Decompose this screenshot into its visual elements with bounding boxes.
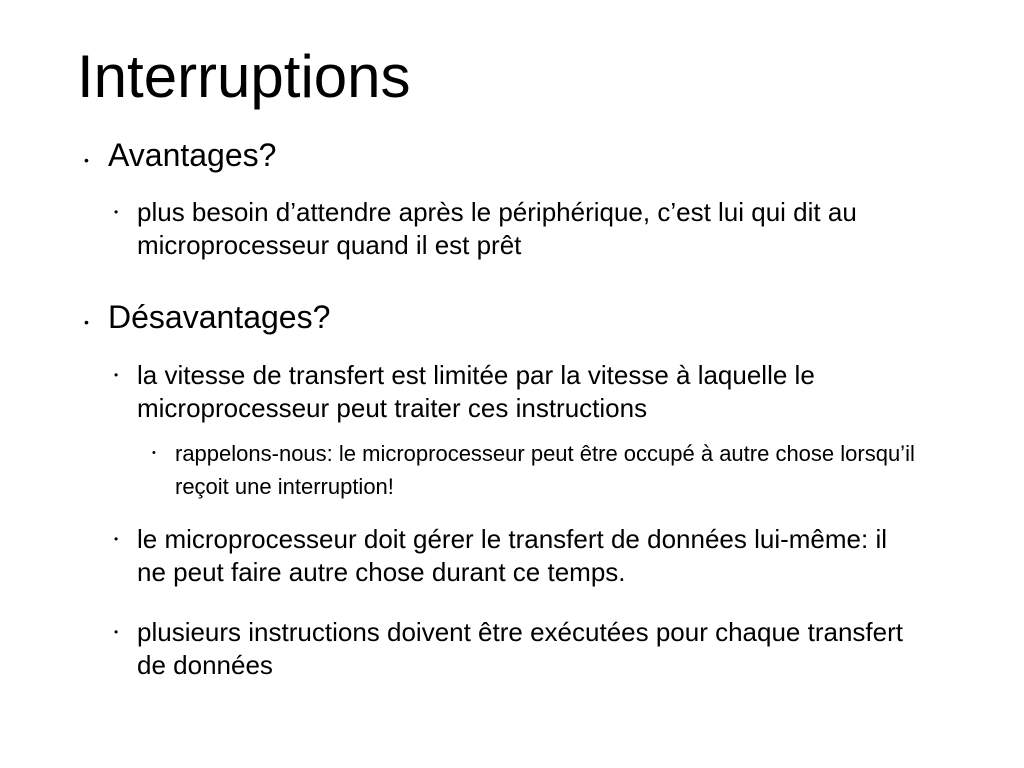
bullet-avantages-heading: Avantages? [108,137,277,173]
slide-title: Interruptions [77,43,411,110]
bullet-desavantages-item-3-text: plusieurs instructions doivent être exécutées pour chaque transfert de données [137,617,903,680]
bullet-dot: • [84,314,89,330]
bullet-dot: • [152,447,156,459]
bullet-desavantages-item-1-text: la vitesse de transfert est limitée par la vitesse à laquelle le microprocesseur peut traiter ces instructions [137,360,815,423]
bullet-dot: • [114,368,119,382]
bullet-desavantages-item-2-text: le microprocesseur doit gérer le transfert de données lui-même: il ne peut faire autre chose durant ce temps. [137,524,888,587]
bullet-dot: • [114,532,119,546]
bullet-desavantages-subitem-1-text: rappelons-nous: le microprocesseur peut être occupé à autre chose lorsqu’il reçoit une interruption! [175,441,915,499]
bullet-desavantages-heading: Désavantages? [108,299,331,335]
bullet-avantages-item-1-text: plus besoin d’attendre après le périphérique, c’est lui qui dit au microprocesseur quand il est prêt [137,197,857,260]
bullet-dot: • [114,205,119,219]
bullet-dot: • [114,625,119,639]
bullet-dot: • [84,152,89,168]
